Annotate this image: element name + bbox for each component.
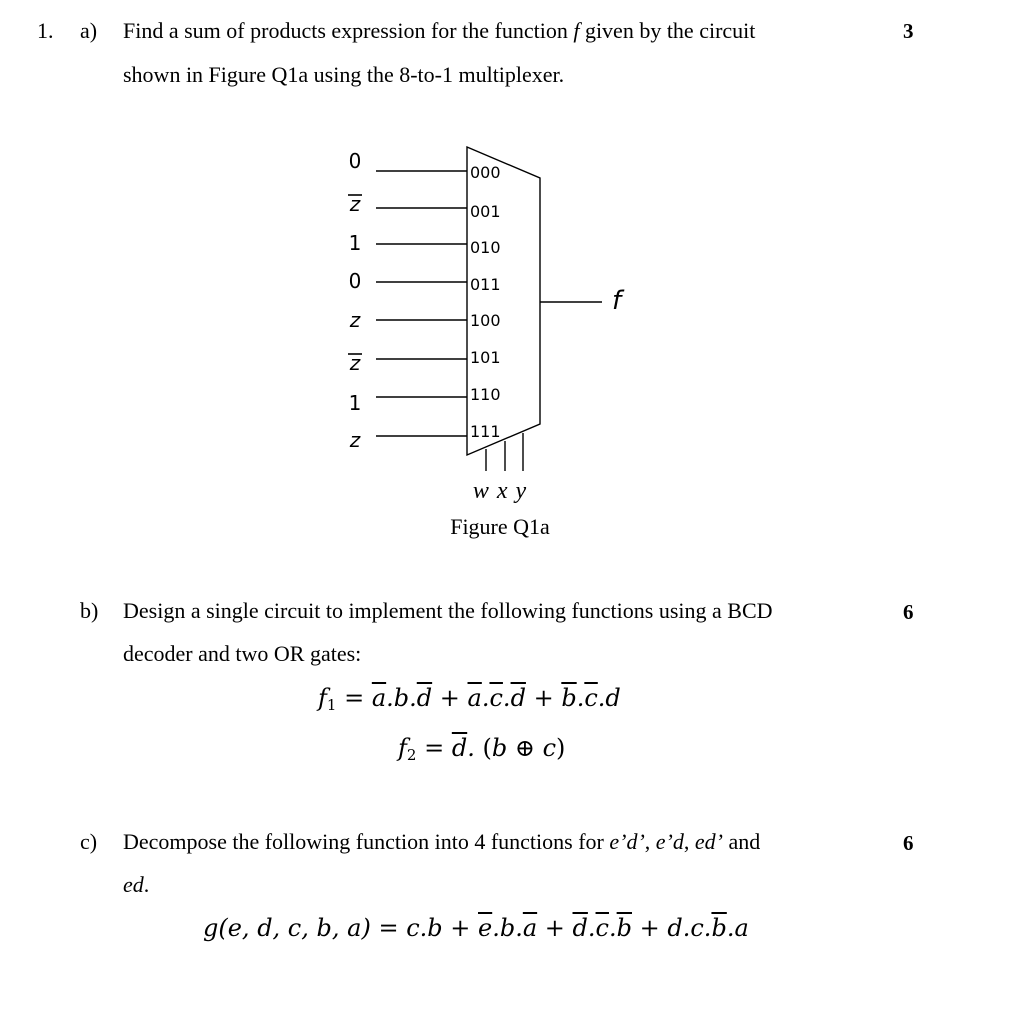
part-a-function-name: f: [573, 18, 580, 43]
equation-f2: $f_2 = \overline{d}$. (b ⊕ c): [398, 734, 566, 764]
mux-code-3: 011: [470, 275, 501, 294]
input-labels: [348, 149, 362, 452]
g-lhs: g(e, d, c, b, a): [203, 914, 371, 942]
figure-caption: Figure Q1a: [450, 514, 550, 539]
part-b-marks: 6: [903, 600, 914, 624]
part-a-label: a): [80, 18, 98, 43]
select-label: w x y: [472, 478, 528, 504]
f2-lhs: $f_2$: [398, 734, 417, 764]
mux-input-label-2: 1: [348, 231, 362, 255]
part-b-line1: Design a single circuit to implement the following functions using a BCD: [123, 598, 773, 623]
part-a-line2: shown in Figure Q1a using the 8-to-1 multiplexer.: [123, 62, 565, 87]
output-label: f: [612, 286, 622, 316]
mux-code-6: 110: [470, 385, 501, 404]
term-ed-prime: ed’: [694, 829, 723, 854]
part-a-line1-head: Find a sum of products expression for the function: [123, 18, 568, 43]
part-c-line1-head: Decompose the following function into 4 functions for: [123, 829, 604, 854]
part-b-label: b): [80, 598, 99, 623]
mux-input-label-5: z: [349, 351, 361, 375]
mux-input-label-7: z: [349, 428, 361, 452]
part-a-marks: 3: [903, 19, 914, 43]
multiplexer-diagram: [330, 140, 650, 485]
mux-code-0: 000: [470, 163, 501, 182]
mux-code-1: 001: [470, 202, 501, 221]
part-b-line2: decoder and two OR gates:: [123, 641, 362, 666]
select-code-labels: [470, 163, 501, 441]
term-e-d-prime: e’d’: [609, 829, 645, 854]
part-c-marks: 6: [903, 831, 914, 855]
equation-g: g(e, d, c, b, $a) = c.b + \overline{e}.b.\overline{a} + \overline{d}.\overline{c}.\overline{b} + d.c.\overline{b}.a$: [203, 914, 749, 942]
term-e-prime-d: e’d: [655, 829, 684, 854]
equation-f1: $f_1 = \overline{a}.b.\overline{d} + \overline{a}.\overline{c}.\overline{d} + \overline{b}.\overline{c}.d$: [318, 684, 621, 714]
part-a-line1: [123, 18, 755, 44]
mux-input-label-6: 1: [348, 391, 362, 415]
mux-body: [467, 147, 540, 455]
part-c-label: c): [80, 829, 98, 854]
part-a-line1-tail: given by the circuit: [584, 18, 756, 43]
mux-input-label-1: z: [349, 192, 361, 216]
input-wires: [376, 171, 467, 436]
mux-code-2: 010: [470, 238, 501, 257]
mux-input-label-4: z: [349, 308, 361, 332]
mux-input-label-0: 0: [348, 149, 362, 173]
and-word: and: [728, 829, 761, 854]
f1-lhs: $f_1$: [318, 684, 337, 714]
mux-code-4: 100: [470, 311, 501, 330]
part-c-line2: ed.: [123, 872, 150, 897]
mux-code-5: 101: [470, 348, 501, 367]
part-c-line1: Decompose the following function into 4 functions for e’d’, e’d, ed’ and: [123, 829, 761, 854]
question-number: 1.: [37, 18, 54, 43]
term-ed: ed: [123, 872, 144, 897]
mux-code-7: 111: [470, 422, 501, 441]
mux-input-label-3: 0: [348, 269, 362, 293]
